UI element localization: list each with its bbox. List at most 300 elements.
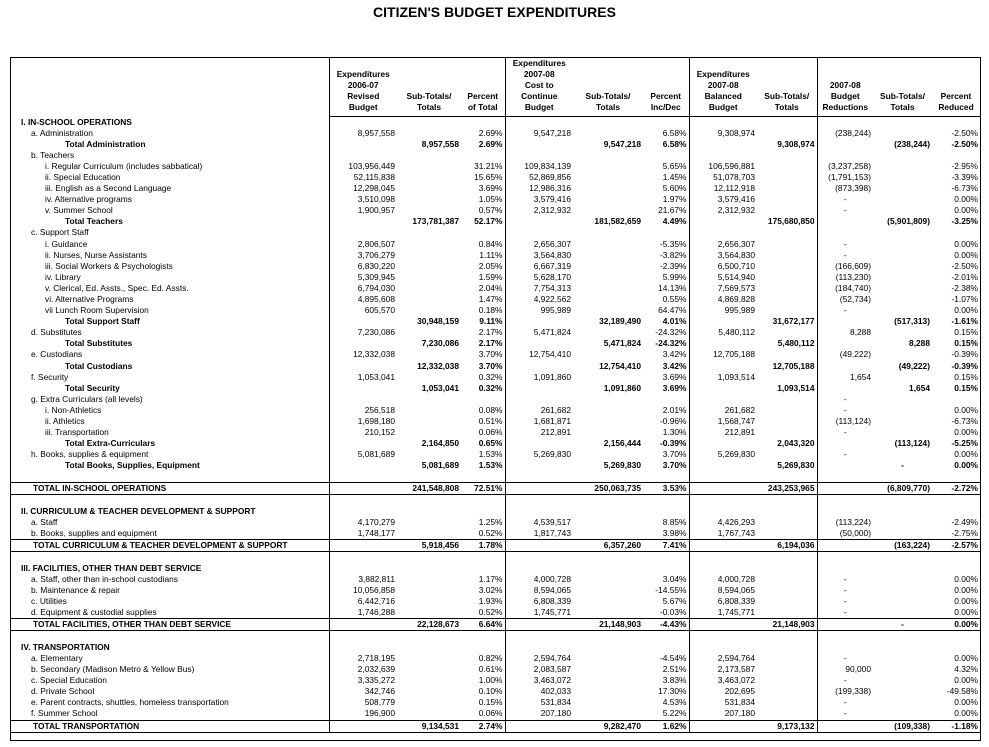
cell: -0.39% <box>951 360 978 371</box>
subtotal-row <box>11 438 980 449</box>
cell: 2,718,195 <box>329 653 397 664</box>
cell <box>573 675 643 686</box>
table-row <box>11 272 980 283</box>
cell <box>873 394 932 405</box>
cell: 3.42% <box>662 349 687 360</box>
subtotal-row <box>11 216 980 227</box>
section-heading: I. IN-SCHOOL OPERATIONS <box>21 116 132 127</box>
cell: 5,269,830 <box>777 460 815 471</box>
cell: - <box>817 574 873 585</box>
cell: 4,869,828 <box>689 294 757 305</box>
cell: 9,547,218 <box>603 138 641 149</box>
cell: 995,989 <box>689 305 757 316</box>
cell <box>873 205 932 216</box>
cell: -2.50% <box>951 138 978 149</box>
spacer-row <box>11 631 980 642</box>
cell <box>329 460 397 471</box>
cell: 207,180 <box>689 708 757 720</box>
row-label: h. Books, supplies & equipment <box>31 449 149 460</box>
table-row <box>11 305 980 316</box>
cell: 250,063,735 <box>573 483 643 495</box>
cell: 508,779 <box>329 697 397 708</box>
cell: 5,081,689 <box>329 449 397 460</box>
cell <box>873 172 932 183</box>
cell <box>397 653 461 664</box>
cell: 1,568,747 <box>689 416 757 427</box>
cell: (199,338) <box>817 686 873 697</box>
cell <box>329 483 397 495</box>
cell: 4,426,293 <box>689 517 757 528</box>
table-row <box>11 585 980 596</box>
cell: 5.67% <box>662 596 687 607</box>
cell <box>397 272 461 283</box>
cell <box>873 250 932 261</box>
cell: - <box>817 697 873 708</box>
cell: 31,672,177 <box>772 316 815 327</box>
cell: 261,682 <box>505 405 573 416</box>
cell <box>329 150 397 161</box>
cell: 1,093,514 <box>777 382 815 393</box>
cell: 212,891 <box>505 427 573 438</box>
row-label: i. Guidance <box>45 238 88 249</box>
table-row <box>11 205 980 216</box>
row-label: c. Special Education <box>31 675 107 686</box>
row-label: d. Substitutes <box>31 327 82 338</box>
cell <box>505 227 573 238</box>
cell: (1,791,153) <box>817 172 873 183</box>
table-row <box>11 261 980 272</box>
row-label: iv. Library <box>45 271 81 282</box>
cell <box>397 161 461 172</box>
cell: 6,830,220 <box>329 261 397 272</box>
cell <box>573 239 643 250</box>
cell <box>397 675 461 686</box>
budget-table <box>11 58 980 733</box>
cell <box>573 697 643 708</box>
cell: 173,781,387 <box>412 216 459 227</box>
cell: 64.47% <box>658 305 687 316</box>
cell: 9,308,974 <box>689 128 757 139</box>
cell: 7,230,086 <box>329 327 397 338</box>
table-row <box>11 574 980 585</box>
cell <box>397 183 461 194</box>
table-row <box>11 294 980 305</box>
cell: 0.00% <box>954 238 978 249</box>
cell: -0.39% <box>951 349 978 360</box>
table-row <box>11 150 980 161</box>
cell: 5,269,830 <box>505 449 573 460</box>
cell: 2,806,507 <box>329 239 397 250</box>
cell: -2.57% <box>932 540 980 552</box>
cell <box>329 619 397 631</box>
cell: 0.06% <box>478 427 503 438</box>
table-row <box>11 596 980 607</box>
cell <box>397 528 461 540</box>
cell <box>397 372 461 383</box>
cell: 1.17% <box>478 573 503 584</box>
cell: (184,740) <box>817 283 873 294</box>
cell: 6,357,260 <box>573 540 643 552</box>
cell <box>757 405 817 416</box>
cell: 995,989 <box>505 305 573 316</box>
cell <box>817 139 873 150</box>
table-row <box>11 128 980 139</box>
cell <box>573 283 643 294</box>
cell <box>873 239 932 250</box>
cell: 4,000,728 <box>689 574 757 585</box>
table-row <box>11 416 980 427</box>
row-label: ii. Athletics <box>45 416 85 427</box>
cell: 5,480,112 <box>777 338 815 349</box>
cell <box>757 394 817 405</box>
cell: 5,918,456 <box>397 540 461 552</box>
cell <box>397 239 461 250</box>
cell: 1,745,771 <box>505 607 573 619</box>
cell <box>689 394 757 405</box>
cell: 4.49% <box>662 216 687 227</box>
cell: 4.32% <box>954 664 978 675</box>
cell <box>573 172 643 183</box>
cell <box>689 338 757 349</box>
table-row <box>11 528 980 540</box>
cell <box>505 460 573 471</box>
cell: 1,748,177 <box>329 528 397 540</box>
cell: 6,808,339 <box>689 596 757 607</box>
row-label: iii. Social Workers & Psychologists <box>45 260 173 271</box>
cell: -49.58% <box>946 686 978 697</box>
cell <box>505 540 573 552</box>
cell: 5,471,824 <box>505 327 573 338</box>
cell <box>505 338 573 349</box>
cell: 5.60% <box>662 183 687 194</box>
cell: 1.93% <box>478 596 503 607</box>
cell: 12,754,410 <box>599 360 641 371</box>
cell: 1.25% <box>478 516 503 527</box>
section-heading-row <box>11 563 980 574</box>
cell: 0.00% <box>954 675 978 686</box>
cell: 1.47% <box>478 294 503 304</box>
cell: 5,269,830 <box>603 460 641 471</box>
cell: 2.05% <box>478 260 503 271</box>
cell <box>573 305 643 316</box>
cell <box>643 394 689 405</box>
row-label: f. Security <box>31 371 69 382</box>
section-heading-row <box>11 506 980 517</box>
section-heading: II. CURRICULUM & TEACHER DEVELOPMENT & SUPPORT <box>21 505 256 516</box>
spacer-row <box>11 495 980 506</box>
cell: 4,922,562 <box>505 294 573 305</box>
cell <box>573 517 643 528</box>
cell <box>757 517 817 528</box>
cell: 21.67% <box>658 205 687 216</box>
cell <box>817 619 873 631</box>
row-label: TOTAL TRANSPORTATION <box>11 720 329 732</box>
cell: 7,754,313 <box>505 283 573 294</box>
cell <box>873 294 932 305</box>
cell: -1.61% <box>951 316 978 327</box>
row-label: e. Custodians <box>31 349 83 360</box>
cell: 3,882,811 <box>329 574 397 585</box>
cell <box>757 305 817 316</box>
cell: -3.82% <box>659 249 687 260</box>
cell <box>397 294 461 305</box>
cell <box>817 483 873 495</box>
cell: 3.70% <box>478 349 503 360</box>
cell <box>505 139 573 150</box>
cell: 243,253,965 <box>757 483 817 495</box>
cell <box>873 697 932 708</box>
cell: 3.70% <box>662 449 687 460</box>
cell <box>757 708 817 720</box>
cell <box>689 540 757 552</box>
cell: -3.25% <box>951 216 978 227</box>
row-label: d. Equipment & custodial supplies <box>31 607 157 618</box>
header-blank <box>11 58 329 117</box>
row-label: TOTAL CURRICULUM & TEACHER DEVELOPMENT & SUPPORT <box>11 540 329 552</box>
cell: 103,956,449 <box>329 161 397 172</box>
cell <box>329 227 397 238</box>
cell: 4.53% <box>662 697 687 708</box>
cell: 0.00% <box>954 194 978 205</box>
cell: -24.32% <box>655 327 687 338</box>
table-row <box>11 372 980 383</box>
cell: -14.55% <box>655 584 687 595</box>
cell: 90,000 <box>817 664 873 675</box>
cell: 15.65% <box>474 171 503 182</box>
cell: 31.21% <box>474 160 503 171</box>
cell: 5.65% <box>662 160 687 171</box>
cell: 3,463,072 <box>689 675 757 686</box>
cell <box>873 653 932 664</box>
cell: 9,173,132 <box>757 720 817 732</box>
cell <box>461 227 505 238</box>
row-label: iii. Transportation <box>45 427 109 438</box>
cell: 32,189,490 <box>599 316 641 327</box>
cell <box>397 227 461 238</box>
cell: - <box>817 675 873 686</box>
cell: 181,582,659 <box>594 216 641 227</box>
row-label: Total Substitutes <box>65 338 133 349</box>
row-label: b. Secondary (Madison Metro & Yellow Bus) <box>31 664 195 675</box>
cell: 0.00% <box>954 404 978 415</box>
cell: 1.11% <box>479 249 503 260</box>
cell: 1,746,288 <box>329 607 397 619</box>
cell <box>873 574 932 585</box>
cell <box>505 316 573 327</box>
cell: 8,288 <box>817 327 873 338</box>
row-label: v. Summer School <box>45 205 113 216</box>
cell <box>689 460 757 471</box>
cell: 202,695 <box>689 686 757 697</box>
cell <box>505 483 573 495</box>
cell: (517,313) <box>894 316 930 327</box>
cell <box>689 227 757 238</box>
cell: 2.17% <box>478 338 503 349</box>
table-row <box>11 250 980 261</box>
cell: 0.15% <box>954 371 978 382</box>
cell: 0.00% <box>954 596 978 607</box>
cell: - <box>817 250 873 261</box>
cell <box>817 361 873 372</box>
cell: -5.25% <box>951 438 978 449</box>
cell: 5,628,170 <box>505 272 573 283</box>
cell: 0.32% <box>478 382 503 393</box>
cell <box>397 697 461 708</box>
cell: 0.00% <box>954 249 978 260</box>
cell <box>873 161 932 172</box>
row-label: Total Administration <box>65 138 146 149</box>
row-label: i. Regular Curriculum (includes sabbatical) <box>45 160 203 171</box>
cell: 1,654 <box>909 382 930 393</box>
cell: (113,224) <box>817 517 873 528</box>
cell: 1,681,871 <box>505 416 573 427</box>
cell <box>873 349 932 360</box>
row-label: vii Lunch Room Supervision <box>45 305 149 316</box>
cell: 9,547,218 <box>505 128 573 139</box>
cell <box>873 675 932 686</box>
cell <box>397 128 461 139</box>
cell <box>573 294 643 305</box>
cell: 0.15% <box>954 338 978 349</box>
cell <box>461 394 505 405</box>
cell: 0.10% <box>478 686 503 697</box>
cell <box>932 394 980 405</box>
cell <box>397 607 461 619</box>
cell: 21,148,903 <box>757 619 817 631</box>
table-row <box>11 394 980 405</box>
cell <box>757 574 817 585</box>
cell: 5,309,945 <box>329 272 397 283</box>
cell <box>505 619 573 631</box>
cell <box>873 372 932 383</box>
cell: 402,033 <box>505 686 573 697</box>
cell <box>397 416 461 427</box>
cell: -1.18% <box>932 720 980 732</box>
cell: 0.52% <box>478 527 503 538</box>
cell: 6,194,036 <box>757 540 817 552</box>
cell <box>873 427 932 438</box>
cell: (3,237,258) <box>817 161 873 172</box>
cell: 1.78% <box>461 540 505 552</box>
cell: 0.00% <box>954 305 978 316</box>
cell <box>757 607 817 619</box>
row-label: f. Summer School <box>31 708 98 719</box>
cell: 212,891 <box>689 427 757 438</box>
cell: 0.61% <box>478 664 503 675</box>
cell <box>757 653 817 664</box>
cell: 22,128,673 <box>397 619 461 631</box>
cell <box>757 294 817 305</box>
table-row <box>11 697 980 708</box>
cell: 9,134,531 <box>397 720 461 732</box>
cell: 0.00% <box>954 449 978 460</box>
cell <box>817 216 873 227</box>
table-row <box>11 327 980 338</box>
cell <box>329 720 397 732</box>
cell: -5.35% <box>659 238 687 249</box>
cell <box>757 349 817 360</box>
cell: -2.49% <box>951 516 978 527</box>
cell <box>757 128 817 139</box>
cell: 3,579,416 <box>505 194 573 205</box>
cell: 6.58% <box>662 138 687 149</box>
page-title: CITIZEN'S BUDGET EXPENDITURES <box>373 4 616 20</box>
cell <box>397 427 461 438</box>
cell: 2,656,307 <box>505 239 573 250</box>
subtotal-row <box>11 383 980 394</box>
cell <box>573 161 643 172</box>
cell <box>397 686 461 697</box>
cell: 3,564,830 <box>689 250 757 261</box>
header-cell: Sub-Totals/ Totals <box>873 58 932 117</box>
subtotal-row <box>11 460 980 471</box>
cell <box>757 449 817 460</box>
cell <box>689 216 757 227</box>
cell <box>873 585 932 596</box>
cell <box>817 150 873 161</box>
cell: 5,514,940 <box>689 272 757 283</box>
cell: 3.42% <box>662 360 687 371</box>
cell: 5,471,824 <box>603 338 641 349</box>
row-label: Total Extra-Curriculars <box>65 438 156 449</box>
cell: 0.06% <box>478 708 503 719</box>
cell: 2.17% <box>478 327 503 338</box>
cell: 3,579,416 <box>689 194 757 205</box>
cell: 1,091,860 <box>603 382 641 393</box>
row-label: ii. Special Education <box>45 171 121 182</box>
table-row <box>11 653 980 664</box>
cell: 106,596,881 <box>689 161 757 172</box>
cell <box>397 172 461 183</box>
cell: 5.99% <box>662 271 687 282</box>
table-row <box>11 686 980 697</box>
cell: (113,230) <box>817 272 873 283</box>
cell: 1.00% <box>478 675 503 686</box>
cell: - <box>817 607 873 619</box>
cell: 6,667,319 <box>505 261 573 272</box>
cell: 10,056,858 <box>329 585 397 596</box>
cell: 0.00% <box>954 573 978 584</box>
cell: - <box>817 427 873 438</box>
row-label: b. Teachers <box>31 149 75 160</box>
cell <box>329 338 397 349</box>
cell: 5,081,689 <box>421 460 459 471</box>
cell: (109,338) <box>873 720 932 732</box>
cell <box>397 585 461 596</box>
header-row <box>11 58 980 117</box>
cell: 0.82% <box>478 653 503 663</box>
cell <box>397 394 461 405</box>
row-label: a. Staff <box>31 516 58 527</box>
cell <box>397 261 461 272</box>
cell <box>757 372 817 383</box>
cell <box>757 239 817 250</box>
cell <box>573 372 643 383</box>
cell: 1.97% <box>662 194 687 205</box>
row-label: a. Staff, other than in-school custodians <box>31 573 178 584</box>
cell <box>573 227 643 238</box>
cell <box>573 416 643 427</box>
row-label: iv. Alternative programs <box>45 194 132 205</box>
cell: 2,594,764 <box>689 653 757 664</box>
cell <box>397 596 461 607</box>
cell: 9,282,470 <box>573 720 643 732</box>
cell: 30,948,159 <box>417 316 459 327</box>
cell <box>757 261 817 272</box>
cell <box>397 205 461 216</box>
cell <box>397 574 461 585</box>
cell: 8.85% <box>662 516 687 527</box>
